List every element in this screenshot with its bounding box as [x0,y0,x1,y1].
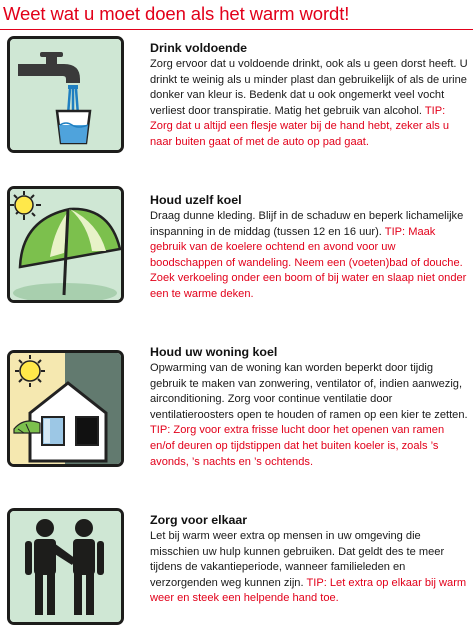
section-care [150,512,468,607]
section-body: Opwarming van de woning kan worden beperkt door tijdig gebruik te maken van zonwering, ventilator of, indien aanwezig, airconditioning. Zorg voor continue ventilatie door ventilatieroosters open te houden of ramen op een kier te zetten. [150,362,468,421]
section-body: Zorg ervoor dat u voldoende drinkt, ook als u geen dorst heeft. U drinkt te weinig als u minder plast dan gebruikelijk of als de urine donker van kleur is. Bedenk dat u ook ongemerkt veel vocht verliest door transpiratie. Matig het gebruik van alcohol. [150,58,468,117]
section-heading: Houd uzelf koel [150,193,242,207]
section-heading: Drink voldoende [150,41,248,55]
section-tip: TIP: Maak gebruik van de koelere ochtend en avond voor uw boodschappen of wandeling. Neem een (voeten)bad of douche. Zoek verkoeling onder een boom of bij water en slaap niet onder een te warme deken. [150,225,467,300]
section-tip: TIP: Zorg dat u altijd een flesje water bij de hand hebt, zeker als u naar buiten gaat of met de auto op pad gaat. [150,104,450,148]
section-cool-house [150,344,468,470]
water-tap-icon [7,36,124,153]
house-sun-icon [7,350,124,467]
section-tip: TIP: Let extra op elkaar bij warm weer en steek een helpende hand toe. [150,576,467,605]
page-title: Weet wat u moet doen als het warm wordt! [3,3,350,24]
section-tip: TIP: Zorg voor extra frisse lucht door het openen van ramen en/of deuren op tijdstippen dat het buiten koeler is, zoals ’s avonds, ’s nachts en ’s ochtends. [150,424,445,468]
section-heading: Houd uw woning koel [150,345,278,359]
two-people-icon [7,508,124,625]
section-heading: Zorg voor elkaar [150,513,248,527]
section-cool-yourself [150,192,468,303]
section-drink [150,40,468,151]
sun-umbrella-icon [7,186,124,303]
title-divider [0,29,473,30]
section-body: Draag dunne kleding. Blijf in de schaduw en beperk lichamelijke inspanning in de middag (tussen 12 en 16 uur). [150,210,464,238]
section-body: Let bij warm weer extra op mensen in uw omgeving die misschien uw hulp kunnen gebruiken. Dat geldt des te meer tijdens de vakantieperiode, wanneer familieleden en verzorgenden weg kunnen zijn. [150,530,445,589]
